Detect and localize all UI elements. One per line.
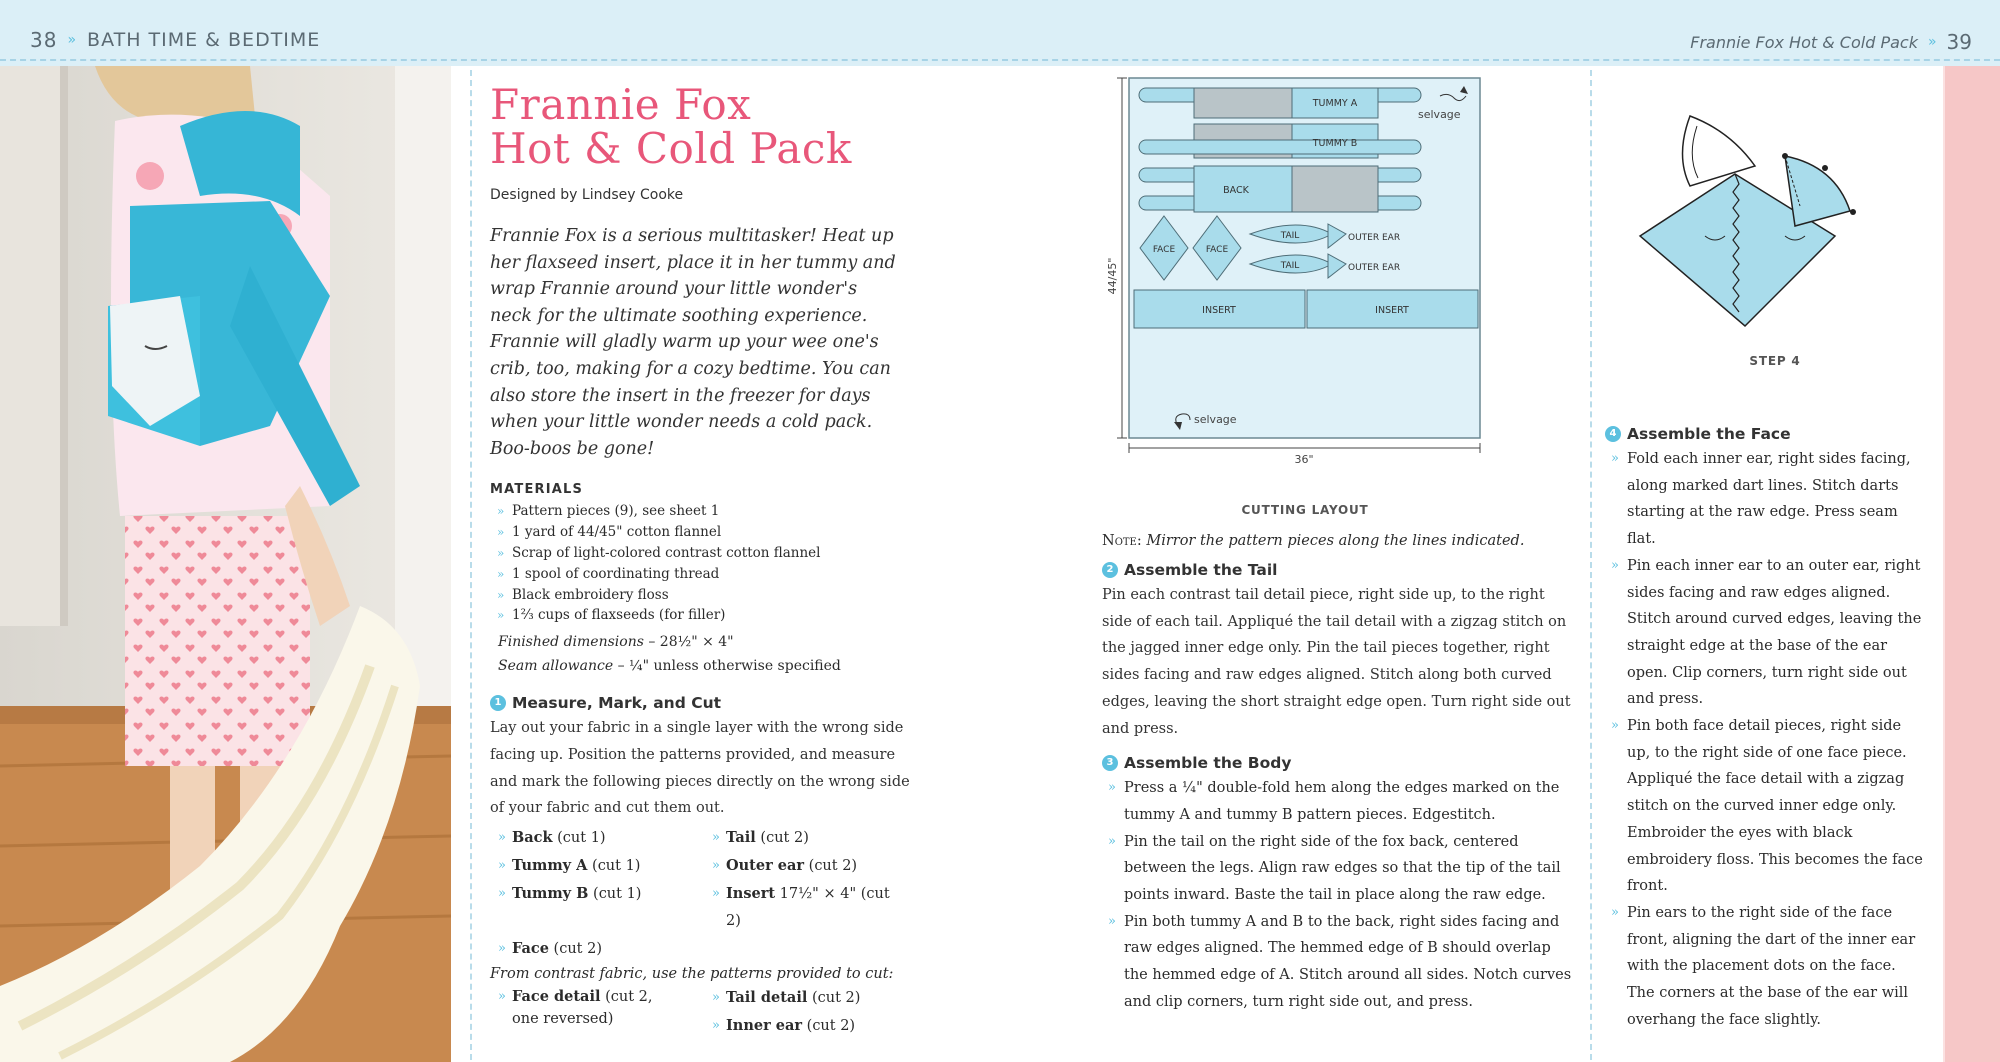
contrast-intro: From contrast fabric, use the patterns provided to cut:	[490, 965, 894, 982]
note-text: Mirror the pattern pieces along the lines indicated.	[1141, 533, 1525, 549]
height-label: 44/45"	[1106, 257, 1119, 295]
list-item: » Tummy B (cut 1)	[490, 880, 704, 935]
list-item: » Outer ear (cut 2)	[704, 852, 904, 880]
outer-ear-label: OUTER EAR	[1348, 233, 1401, 243]
face-label: FACE	[1205, 245, 1229, 255]
list-item: » 1 yard of 44/45" cotton flannel	[490, 522, 910, 543]
column-divider	[470, 70, 472, 1060]
step-body: Lay out your fabric in a single layer with the wrong side facing up. Position the patterns provided, and measure and mark the following pieces directly on the wrong side of your fabric and cut them out.	[490, 720, 910, 817]
header-divider	[0, 59, 2000, 61]
selvage-label-bottom: selvage	[1194, 413, 1237, 426]
insert-label: INSERT	[1202, 305, 1236, 316]
list-item: » 1⅔ cups of flaxseeds (for filler)	[490, 605, 910, 626]
face-label: FACE	[1152, 245, 1176, 255]
step-4-caption: STEP 4	[1749, 354, 1801, 368]
right-running-head	[1690, 30, 1972, 54]
insert-label: INSERT	[1375, 305, 1409, 316]
cut-pieces-list	[490, 824, 910, 963]
selvage-label-top: selvage	[1418, 108, 1461, 121]
left-running-head	[30, 28, 320, 52]
step-4-text	[1605, 425, 1925, 1033]
tail-label: TAIL	[1280, 231, 1300, 241]
project-title-line2: Hot & Cold Pack	[490, 124, 852, 173]
child-photo	[0, 66, 451, 1062]
back-label: BACK	[1223, 185, 1249, 196]
list-item: » Inner ear (cut 2)	[704, 1012, 904, 1040]
project-title-line1: Frannie Fox	[490, 80, 752, 129]
list-item: » Tail (cut 2)	[704, 824, 904, 852]
list-item: » Fold each inner ear, right sides facing, along marked dart lines. Stitch darts starting at the raw edge. Press seam flat.	[1605, 446, 1925, 553]
step-heading	[1102, 754, 1578, 772]
list-item: » Pin both face detail pieces, right side up, to the right side of one face piece. Appliqué the face detail with a zigzag stitch on the curved inner edge only. Embroider the eyes with black embroidery floss. This becomes the face front.	[1605, 713, 1925, 900]
step-title: Assemble the Tail	[1124, 561, 1278, 579]
list-item: » Face (cut 2)	[490, 935, 704, 963]
list-item: » Pattern pieces (9), see sheet 1	[490, 501, 910, 522]
step-list	[1605, 446, 1925, 1033]
tummy-b-label: TUMMY B	[1312, 138, 1358, 149]
seam-allowance	[490, 658, 910, 674]
running-title: Frannie Fox Hot & Cold Pack	[1690, 32, 1918, 52]
layout-text	[1102, 533, 1578, 1016]
list-item: » Pin the tail on the right side of the fox back, centered between the legs. Align raw edges so that the tip of the tail points inward. Baste the tail in place along the raw edge.	[1102, 829, 1578, 909]
pink-margin-strip	[1945, 66, 2000, 1062]
project-title	[490, 80, 910, 173]
finished-label: Finished dimensions	[498, 634, 644, 651]
list-item: » Tail detail (cut 2)	[704, 984, 904, 1012]
step-heading	[1605, 425, 1925, 443]
intro-paragraph: Frannie Fox is a serious multitasker! Heat up her flaxseed insert, place it in her tummy and wrap Frannie around your little wonder's neck for the ultimate soothing experience. Frannie will gladly warm up your wee one's crib, too, making for a cozy bedtime. You can also store the insert in the freezer for days when your little wonder needs a cold pack. Boo-boos be gone!	[490, 226, 896, 459]
tail-label: TAIL	[1280, 261, 1300, 271]
materials-list	[490, 501, 910, 626]
seam-value: – ¼" unless otherwise specified	[613, 658, 841, 675]
note-label: Note:	[1102, 533, 1142, 549]
list-item: » Back (cut 1)	[490, 824, 704, 852]
step-number: 4	[1605, 426, 1621, 442]
designer-credit: Designed by Lindsey Cooke	[490, 187, 684, 203]
list-item: » Scrap of light-colored contrast cotton flannel	[490, 543, 910, 564]
list-item: » Pin each inner ear to an outer ear, right sides facing and raw edges aligned. Stitch around curved edges, leaving the straight edge at the base of the ear open. Clip corners, turn right side out and press.	[1605, 553, 1925, 713]
step-body: Pin each contrast tail detail piece, right side up, to the right side of each tail. Appliqué the tail detail with a zigzag stitch on the jagged inner edge only. Pin the tail pieces together, right sides facing and raw edges aligned. Stitch along both curved edges, leaving the short straight edge open. Turn right side out and press.	[1102, 587, 1571, 737]
cutting-layout-caption: CUTTING LAYOUT	[1241, 503, 1369, 517]
step-title: Assemble the Body	[1124, 754, 1292, 773]
step-number: 1	[490, 695, 506, 711]
outer-ear-label: OUTER EAR	[1348, 263, 1401, 273]
list-item: » Black embroidery floss	[490, 585, 910, 606]
step-list	[1102, 775, 1578, 1015]
mirror-note	[1102, 533, 1578, 549]
page-header	[0, 0, 2000, 66]
seam-label: Seam allowance	[498, 658, 614, 675]
step-number: 3	[1102, 755, 1118, 771]
list-item: » Pin both tummy A and B to the back, right sides facing and raw edges aligned. The hemmed edge of B should overlap the hemmed edge of A. Stitch around all sides. Notch curves and clip corners, turn right side out, and press.	[1102, 909, 1578, 1016]
intro-column	[490, 66, 910, 1040]
list-stack	[704, 986, 904, 1040]
contrast-pieces-list	[490, 986, 910, 1040]
list-item: » Pin ears to the right side of the face front, aligning the dart of the inner ear with the placement dots on the face. The corners at the base of the ear will overhang the face slightly.	[1605, 900, 1925, 1034]
step-title: Measure, Mark, and Cut	[512, 694, 722, 713]
column-divider	[1590, 70, 1592, 1060]
step-number: 2	[1102, 562, 1118, 578]
chevron-icon: »	[1927, 34, 1937, 50]
finished-value: – 28½" × 4"	[643, 634, 734, 651]
right-page-number: 39	[1946, 30, 1972, 54]
list-item: » Insert 17½" × 4" (cut 2)	[704, 880, 904, 935]
list-item: » Face detail (cut 2, one reversed)	[490, 986, 704, 1040]
step-4-illustration	[1635, 86, 1905, 346]
list-item: » Tummy A (cut 1)	[490, 852, 704, 880]
list-item: » 1 spool of coordinating thread	[490, 564, 910, 585]
cutting-layout-diagram	[1100, 66, 1500, 486]
step-heading	[490, 694, 910, 712]
tummy-a-label: TUMMY A	[1312, 98, 1358, 109]
chevron-icon: »	[67, 32, 78, 48]
finished-dimensions	[490, 634, 910, 650]
step-heading	[1102, 561, 1578, 579]
section-title: BATH TIME & BEDTIME	[87, 29, 321, 51]
width-label: 36"	[1294, 453, 1314, 466]
left-page-number: 38	[30, 28, 58, 52]
list-item: » Press a ¼" double-fold hem along the edges marked on the tummy A and tummy B pattern pieces. Edgestitch.	[1102, 775, 1578, 828]
materials-heading: MATERIALS	[490, 482, 584, 498]
step-title: Assemble the Face	[1627, 425, 1791, 443]
